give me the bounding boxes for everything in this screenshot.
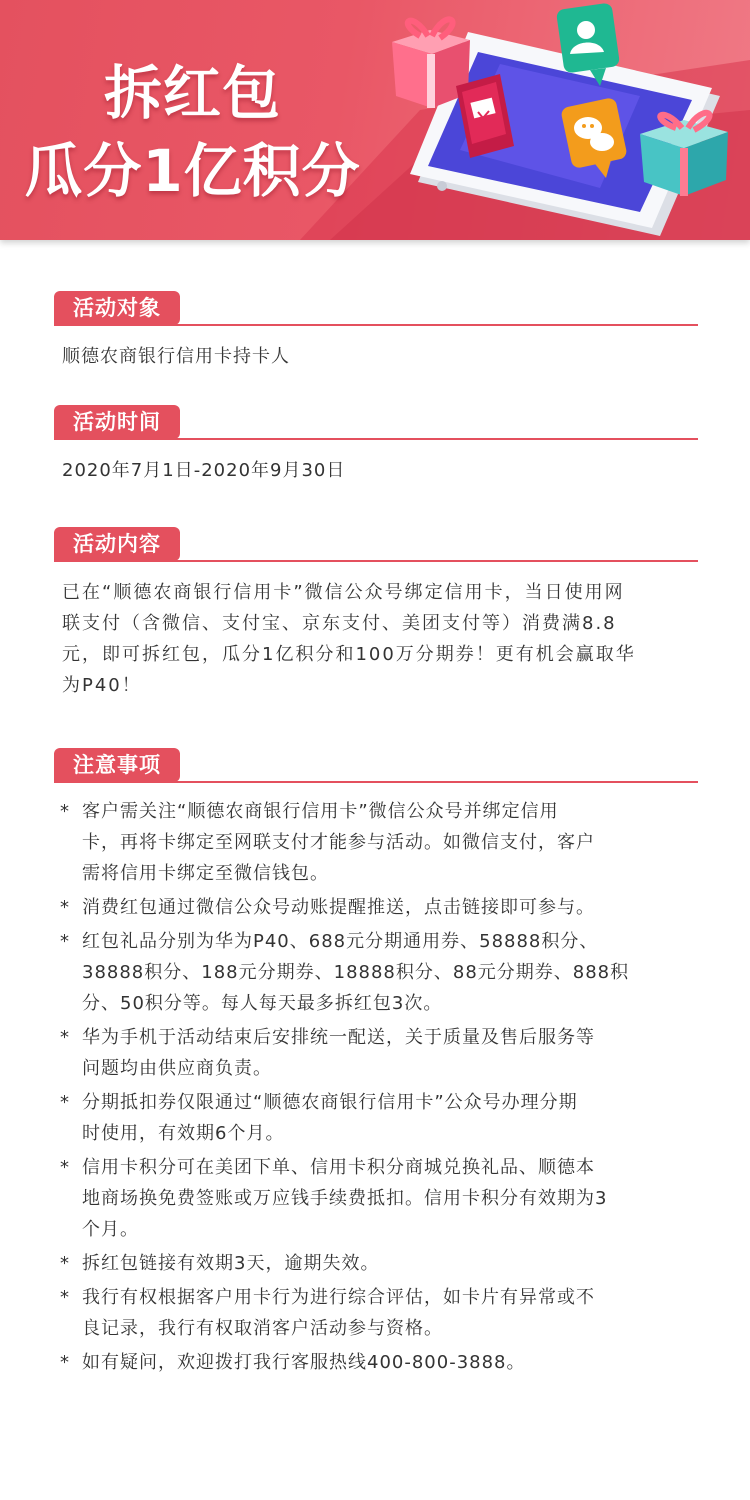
section-text: 2020年7月1日-2020年9月30日 bbox=[62, 460, 346, 481]
section-content bbox=[54, 527, 698, 701]
section-text: 顺德农商银行信用卡持卡人 bbox=[62, 346, 290, 367]
asterisk-bullet: * bbox=[60, 1092, 70, 1113]
list-item bbox=[60, 1282, 698, 1344]
list-item bbox=[60, 1347, 698, 1378]
note-text: 分期抵扣券仅限通过“顺德农商银行信用卡”公众号办理分期 时使用，有效期6个月。 bbox=[82, 1092, 578, 1144]
note-text: 我行有权根据客户用卡行为进行综合评估，如卡片有异常或不 良记录，我行有权取消客户活动参与资格。 bbox=[82, 1287, 595, 1339]
section-target bbox=[54, 291, 698, 372]
asterisk-bullet: * bbox=[60, 1027, 70, 1048]
note-text: 华为手机于活动结束后安排统一配送，关于质量及售后服务等 问题均由供应商负责。 bbox=[82, 1027, 595, 1079]
note-text: 消费红包通过微信公众号动账提醒推送，点击链接即可参与。 bbox=[82, 897, 595, 918]
promo-banner bbox=[0, 0, 750, 240]
note-text: 客户需关注“顺德农商银行信用卡”微信公众号并绑定信用 卡，再将卡绑定至网联支付才能参与活动。如微信支付，客户 需将信用卡绑定至微信钱包。 bbox=[82, 801, 595, 884]
asterisk-bullet: * bbox=[60, 1157, 70, 1178]
note-text: 红包礼品分别为华为P40、688元分期通用券、58888积分、 38888积分、188元分期券、18888积分、88元分期券、888积 分、50积分等。每人每天最多拆红包3次。 bbox=[82, 931, 630, 1014]
note-text: 拆红包链接有效期3天，逾期失效。 bbox=[82, 1253, 380, 1274]
list-item bbox=[60, 796, 698, 889]
section-time bbox=[54, 405, 698, 486]
asterisk-bullet: * bbox=[60, 801, 70, 822]
asterisk-bullet: * bbox=[60, 897, 70, 918]
section-tag: 活动内容 bbox=[54, 527, 180, 561]
banner-title: 拆红包 bbox=[103, 59, 281, 127]
asterisk-bullet: * bbox=[60, 931, 70, 952]
note-text: 信用卡积分可在美团下单、信用卡积分商城兑换礼品、顺德本 地商场换免费签账或万应钱手续费抵扣。信用卡积分有效期为3 个月。 bbox=[82, 1157, 608, 1240]
banner-subtitle: 瓜分1亿积分 bbox=[24, 137, 361, 205]
list-item bbox=[60, 1022, 698, 1084]
section-header bbox=[54, 527, 698, 561]
notes-list bbox=[60, 796, 698, 1378]
section-tag: 注意事项 bbox=[54, 748, 180, 782]
list-item bbox=[60, 926, 698, 1019]
note-text: 如有疑问，欢迎拨打我行客服热线400-800-3888。 bbox=[82, 1352, 526, 1373]
section-text: 已在“顺德农商银行信用卡”微信公众号绑定信用卡，当日使用网 联支付（含微信、支付宝、京东支付、美团支付等）消费满8.8 元，即可拆红包，瓜分1亿积分和100万分期券！更有机会赢取华 为P40！ bbox=[62, 582, 636, 696]
section-header bbox=[54, 405, 698, 439]
asterisk-bullet: * bbox=[60, 1287, 70, 1308]
section-notes bbox=[54, 748, 698, 1381]
section-header bbox=[54, 291, 698, 325]
section-tag: 活动对象 bbox=[54, 291, 180, 325]
section-header bbox=[54, 748, 698, 782]
list-item bbox=[60, 1152, 698, 1245]
asterisk-bullet: * bbox=[60, 1253, 70, 1274]
section-tag: 活动时间 bbox=[54, 405, 180, 439]
list-item bbox=[60, 1248, 698, 1279]
list-item bbox=[60, 1087, 698, 1149]
asterisk-bullet: * bbox=[60, 1352, 70, 1373]
list-item bbox=[60, 892, 698, 923]
